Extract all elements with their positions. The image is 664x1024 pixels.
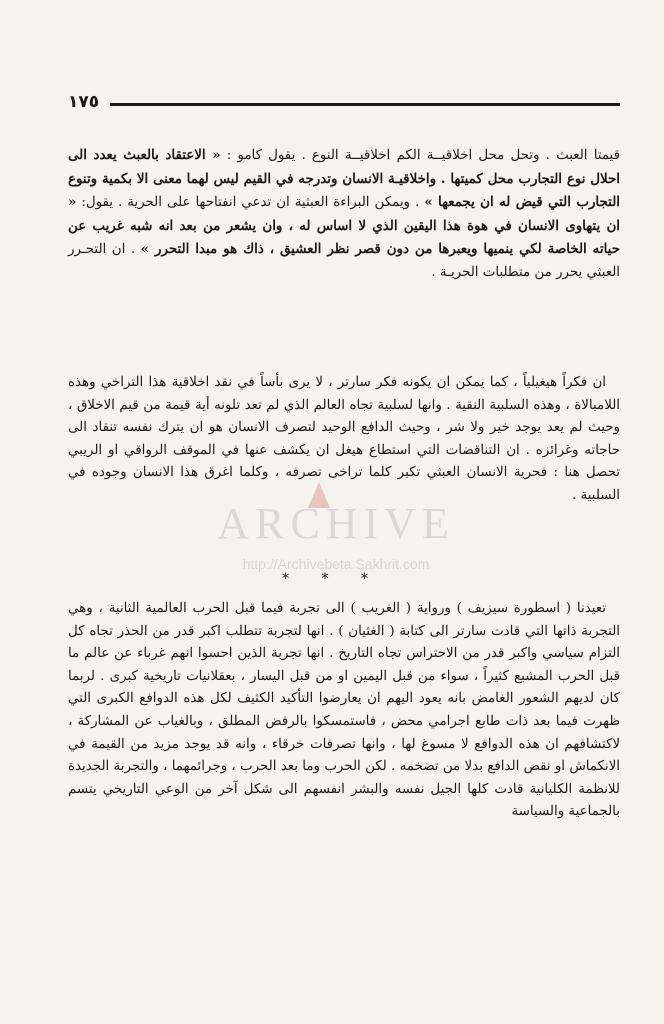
body-text-run: . ويمكن البراءة العبثية ان تدعي انفتاحها على الحرية . يقول: bbox=[76, 195, 425, 211]
paragraph-text bbox=[68, 598, 620, 824]
paragraph-3 bbox=[68, 598, 620, 824]
watermark-text: ARCHIVE bbox=[217, 499, 455, 548]
page-header bbox=[68, 92, 620, 114]
body-text-run: ان فكراً هيغيلياً ، كما يمكن ان يكونه فكر سارتر ، لا يرى بأساً في نقد اخلاقية هذا التراخي وهذه اللامبالاة ، وهذه السلبية النقية . وانها لسلبية تجاه العالم الذي لم تعد تلونه أية قيمة من قيم الاخلاق ، وحيث لم يعد يوجد خير ولا شر ، وحيث الدافع الوحيد لتصرف الانسان هو ان يترك نفسه تنقاد الى حاجاته وغرائزه . ان التناقضات التي استطاع هيغل ان يكشف عنها في الموقف الرواقي او الريبي تحصل هنا : فحرية الانسان العبثي تكبر كلما تراخى تصرفه ، وكلما اغرق هذا الانسان وجوده في السلبية . bbox=[68, 375, 620, 503]
page-number: ١٧٥ bbox=[68, 92, 100, 112]
watermark-url: http://Archivebeta.Sakhrit.com bbox=[242, 556, 430, 572]
body-text-run: قيمتا العبث . وتحل محل اخلاقيــة الكم اخلاقيــة النوع . يقول كامو : bbox=[220, 148, 620, 163]
header-rule bbox=[110, 103, 620, 106]
quote-text: « الاعتقاد بالعبث يعدد الى احلال نوع التجارب محل كميتها . واخلاقيـة الانسان وتدرجه في القيم ليس لهما معنى الا بكمية وتنوع التجارب التي قيض له ان يجمعها » bbox=[68, 147, 620, 211]
paragraph-text bbox=[68, 372, 620, 508]
section-separator: * * * bbox=[282, 571, 382, 587]
paragraph-2 bbox=[68, 372, 620, 508]
body-text-run: تعيدنا ( اسطورة سيزيف ) ورواية ( الغريب ) الى تجربة فيما قبل الحرب العالمية الثانية ، وهي التجربة ذاتها التي قادت سارتر الى كتابة ( الغثيان ) . انها لتجربة تتطلب اكبر قدر من الحذر تجاه كل التزام سياسي واكبر قدر من الاحتراس تجاه التاريخ . انها تجربة الذين احسوا انهم غرباء عن عالم ما قبل الحرب المشبع كثيراً ، سواء من قبل اليمين او من قبل اليسار ، بعقلانيات تاريخية كبرى . لربما كان لديهم الشعور الغامض بانه يعود اليهم ان يعارضوا التأكيد الكثيف لكل هذه الدوافع الكبرى التي ظهرت فيما بعد ذات طابع اجرامي محض ، فاستمسكوا بالرفض المطلق ، وبالغياب عن المشاركة ، لاكتشافهم ان هذه الدوافع لا مسوغ لها ، وانها تصرفات خرقاء ، وانه قد يوجد مزيد من القيمة في الانكماش او نقص الدافع بدلا من تضخمه . لكن الحرب وما بعد الحرب ، وجرائمهما ، والتجربة الجديدة للانظمة الكليانية قادت كلها الجيل نفسه والبشر انفسهم الى شكل آخر من الوعي التاريخي يتسم بالجماعية والسياسة bbox=[68, 601, 620, 820]
quote-text: « ان يتهاوى الانسان في هوة هذا اليقين الذي لا اساس له ، وان يشعر من بعد انه شبه غريب عن حياته الخاصة لكي ينميها ويعبرها من دون قصر نظر العشيق ، ذاك هو مبدا التحرر » bbox=[68, 194, 620, 258]
paragraph-1 bbox=[68, 144, 620, 285]
body-text-run: . ان التحـرر العبثي يحرر من متطلبات الحريـة . bbox=[68, 242, 620, 280]
paragraph-text bbox=[68, 144, 620, 285]
